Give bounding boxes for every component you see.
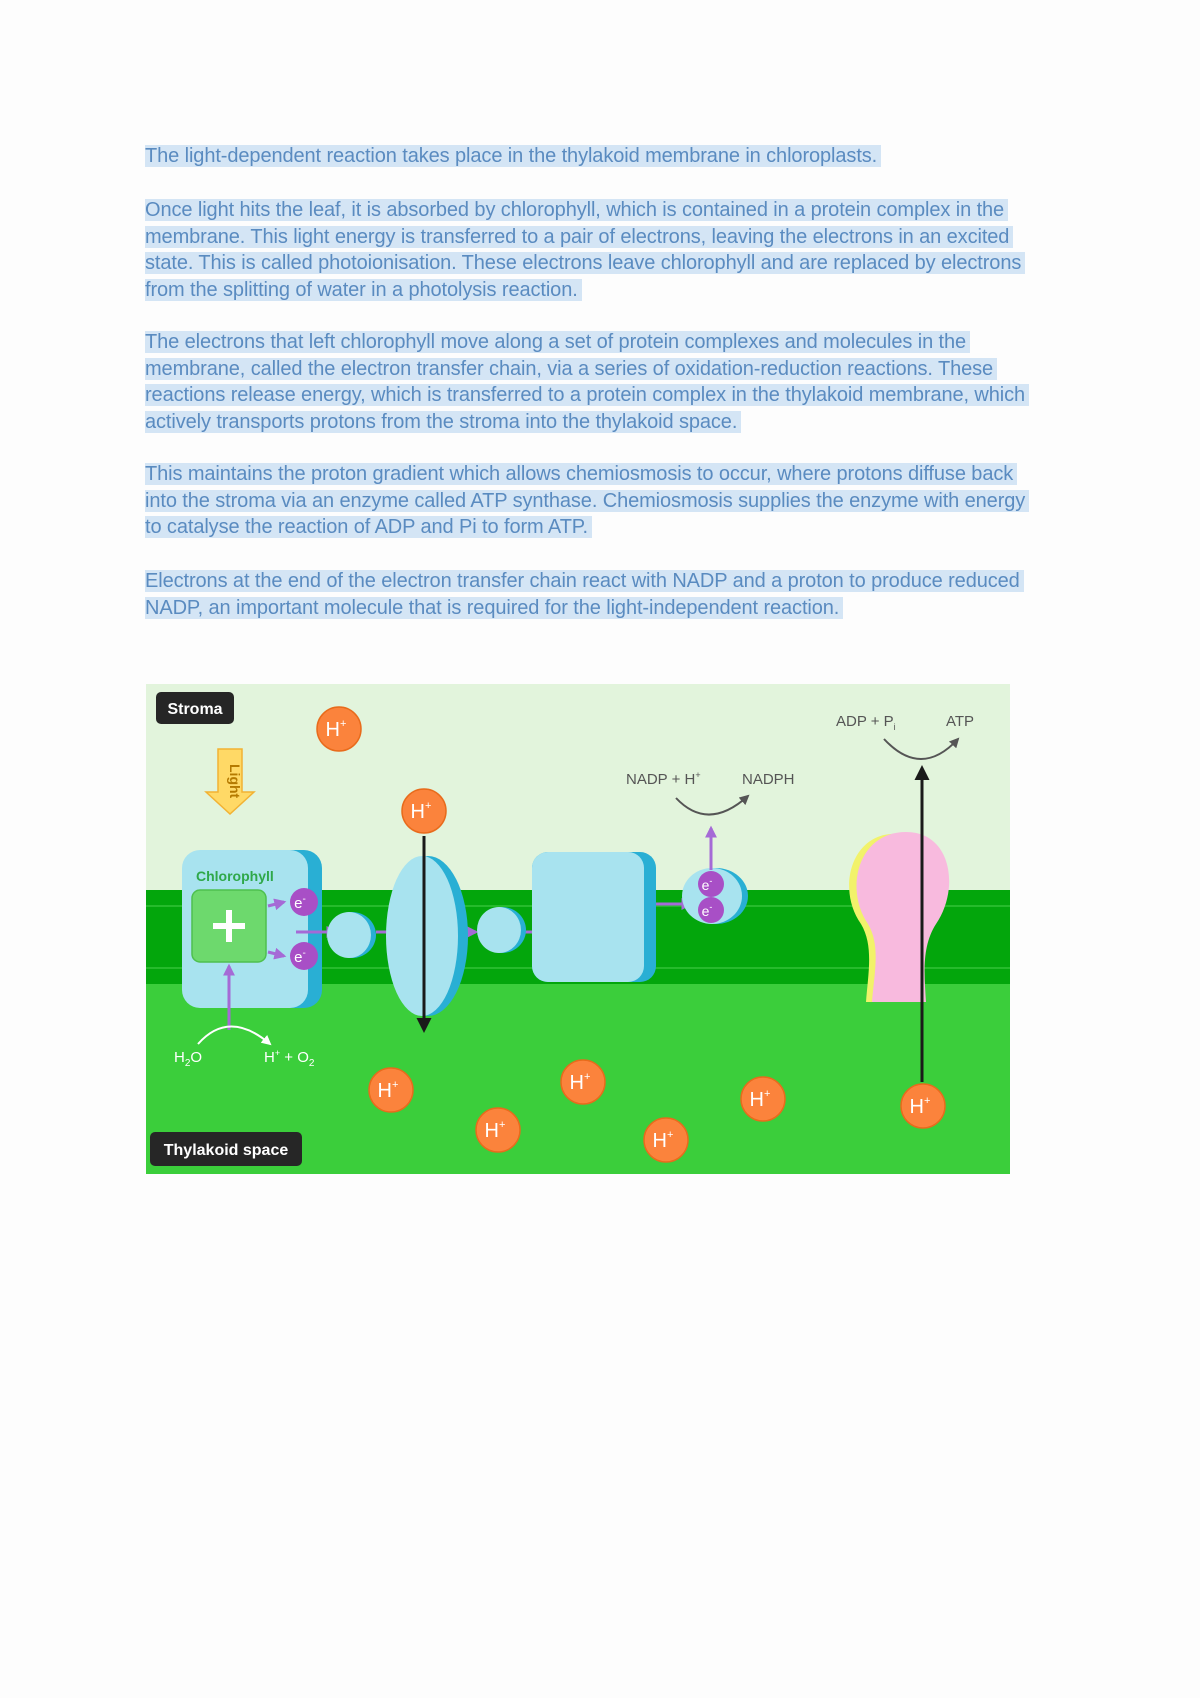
atp-label: ATP [946, 713, 975, 730]
svg-text:Light: Light [227, 764, 243, 799]
paragraph-text: Once light hits the leaf, it is absorbed by chlorophyll, which is contained in a protein complex in the membrane. This light energy is transferred to a pair of electrons, leaving the electrons in an excited state. This is called photoionisation. These electrons leave chlorophyll and are replaced by electrons from the splitting of water in a photolysis reaction. [145, 199, 1025, 301]
electron-carrier [327, 912, 376, 958]
proton [741, 1077, 785, 1121]
light-dependent-reaction-diagram [146, 684, 1010, 1174]
thylakoid-space-label [150, 1132, 302, 1166]
paragraph-text: The light-dependent reaction takes place in the thylakoid membrane in chloroplasts. [145, 145, 881, 167]
nadph-label: NADPH [742, 771, 795, 788]
svg-text:H+: H+ [749, 1088, 771, 1111]
proton [369, 1068, 413, 1112]
svg-text:Stroma: Stroma [167, 701, 223, 718]
stroma-label [156, 692, 234, 724]
proton [901, 1084, 945, 1128]
electron [698, 871, 724, 897]
svg-text:H+: H+ [377, 1079, 399, 1102]
paragraph-2 [145, 197, 1035, 303]
proton [317, 707, 361, 751]
paragraph-4 [145, 461, 1035, 541]
electron [290, 942, 318, 970]
svg-text:Chlorophyll: Chlorophyll [196, 868, 274, 884]
svg-text:H+: H+ [652, 1129, 674, 1152]
svg-text:e-: e- [294, 894, 306, 912]
proton [476, 1108, 520, 1152]
svg-text:H+: H+ [325, 718, 347, 741]
products-label: $H^+ + O_2$ [264, 1048, 315, 1069]
svg-text:H+: H+ [410, 800, 432, 823]
protein-complex [532, 852, 656, 982]
paragraph-3 [145, 329, 1057, 435]
paragraph-text: This maintains the proton gradient which allows chemiosmosis to occur, where protons diffuse back into the stroma via an enzyme called ATP synthase. Chemiosmosis supplies the enzyme with energy to catalyse the reaction of ADP and Pi to form ATP. [145, 463, 1029, 538]
paragraph-text: The electrons that left chlorophyll move along a set of protein complexes and molecules in the membrane, called the electron transfer chain, via a series of oxidation-reduction reactions. These reactions release energy, which is transferred to a protein complex in the thylakoid membrane, which actively transports protons from the stroma into the thylakoid space. [145, 331, 1029, 433]
svg-text:e-: e- [701, 876, 713, 893]
nadp-label: NADP + H+ [626, 770, 701, 788]
svg-text:H+: H+ [569, 1071, 591, 1094]
water-label: $H_2O$ [174, 1049, 203, 1069]
proton [402, 789, 446, 833]
svg-text:Thylakoid space: Thylakoid space [163, 1142, 289, 1159]
electron [290, 888, 318, 916]
proton [644, 1118, 688, 1162]
paragraph-1 [145, 143, 965, 170]
paragraph-text: Electrons at the end of the electron transfer chain react with NADP and a proton to produce reduced NADP, an important molecule that is required for the light-independent reaction. [145, 570, 1024, 619]
paragraph-5 [145, 568, 1035, 621]
svg-text:H+: H+ [484, 1119, 506, 1142]
svg-text:H+: H+ [909, 1095, 931, 1118]
adp-label: ADP + $P_i$ [836, 713, 896, 732]
electron [698, 897, 724, 923]
svg-text:e-: e- [701, 902, 713, 919]
proton [561, 1060, 605, 1104]
photosystem-complex [182, 850, 322, 1008]
electron-carrier [477, 907, 526, 953]
chlorophyll-molecule [192, 890, 266, 962]
svg-text:e-: e- [294, 948, 306, 966]
